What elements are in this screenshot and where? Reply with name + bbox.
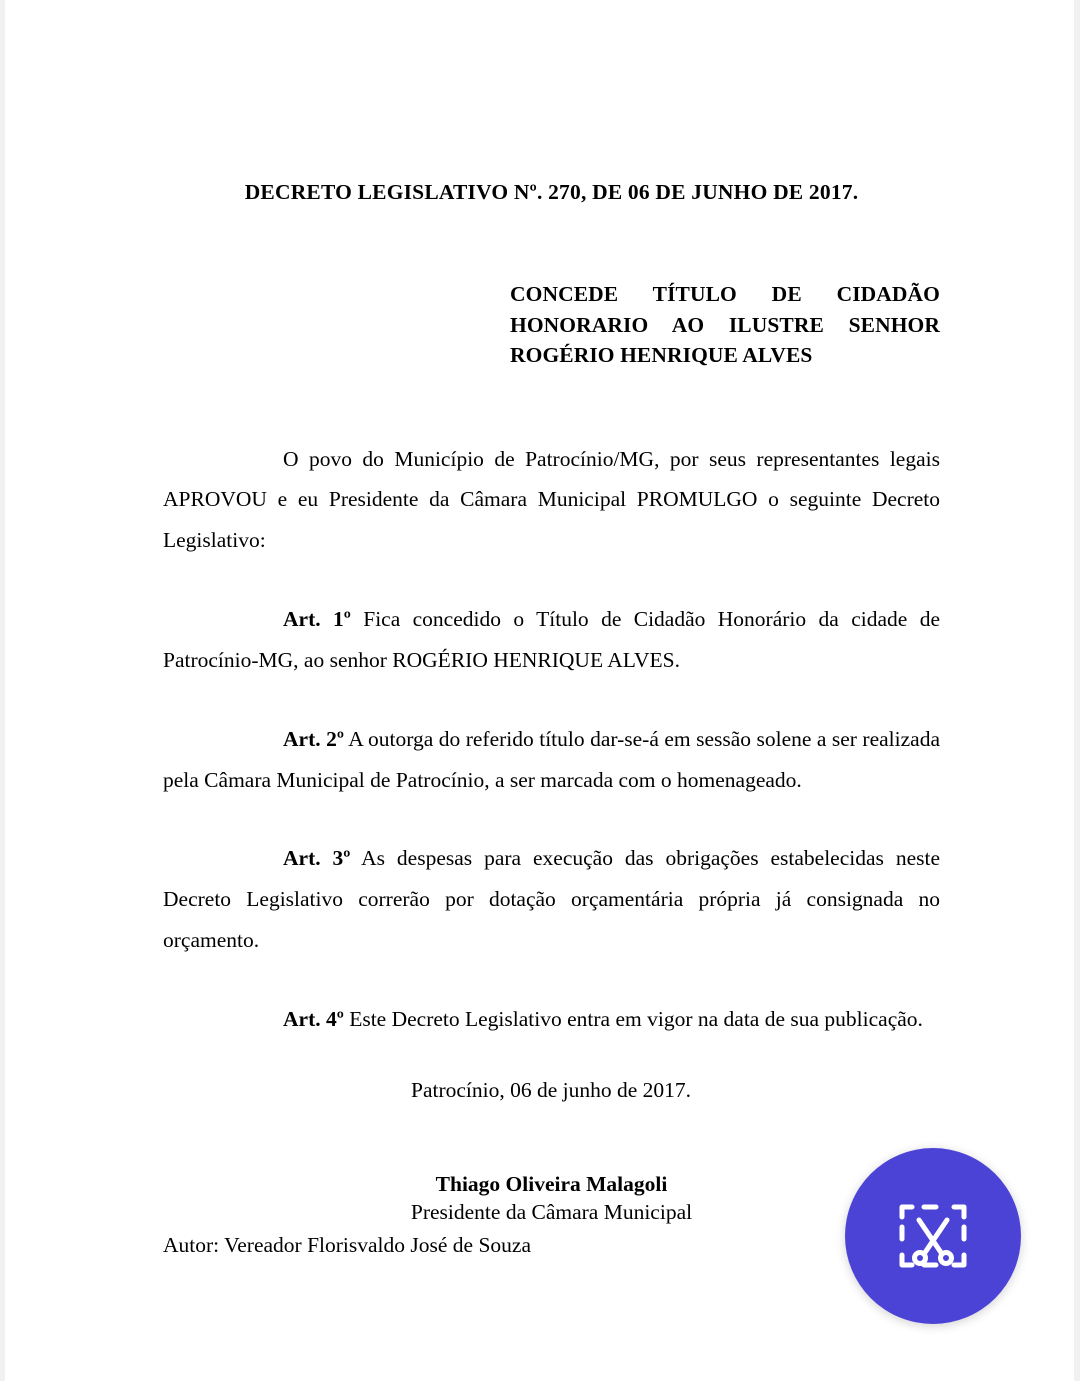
paragraph-art2 [163, 719, 940, 801]
art4-text: Este Decreto Legislativo entra em vigor na data de sua publicação. [343, 1006, 923, 1031]
art1-text: Fica concedido o Título de Cidadão Honorário da cidade de Patrocínio-MG, ao senhor ROGÉRIO HENRIQUE ALVES. [163, 607, 940, 672]
scissors-crop-icon [890, 1193, 976, 1279]
preambulo-text: O povo do Município de Patrocínio/MG, por seus representantes legais APROVOU e eu Presidente da Câmara Municipal PROMULGO o seguinte Decreto Legislativo: [163, 446, 940, 553]
document-body [163, 0, 940, 1227]
art1-label: Art. 1º [283, 607, 351, 632]
document-ementa: CONCEDE TÍTULO DE CIDADÃO HONORARIO AO ILUSTRE SENHOR ROGÉRIO HENRIQUE ALVES [510, 282, 940, 368]
art3-text: As despesas para execução das obrigações estabelecidas neste Decreto Legislativo correrão por dotação orçamentária própria já consignada no orçamento. [163, 846, 940, 953]
art2-label: Art. 2º [283, 726, 344, 751]
crop-floating-action-button[interactable] [845, 1148, 1021, 1324]
paragraph-art3 [163, 838, 940, 961]
art3-label: Art. 3º [283, 846, 351, 871]
page-right-edge [1074, 0, 1080, 1381]
page-left-edge [0, 0, 5, 1381]
signatory-role: Presidente da Câmara Municipal [410, 1199, 693, 1224]
signatory-name: Thiago Oliveira Malagoli [435, 1171, 668, 1196]
signature-block [163, 1171, 940, 1227]
paragraph-place-date [163, 1070, 940, 1111]
art4-label: Art. 4º [283, 1006, 344, 1031]
paragraph-art1 [163, 599, 940, 681]
place-date-text: Patrocínio, 06 de junho de 2017. [411, 1077, 692, 1102]
document-author: Autor: Vereador Florisvaldo José de Souza [163, 1233, 532, 1257]
page-title: DECRETO LEGISLATIVO Nº. 270, DE 06 DE JUNHO DE 2017. [244, 180, 859, 204]
paragraph-art4 [163, 999, 940, 1040]
paragraph-preambulo [163, 439, 940, 562]
art2-text: A outorga do referido título dar-se-á em sessão solene a ser realizada pela Câmara Municipal de Patrocínio, a ser marcada com o homenageado. [163, 726, 940, 792]
